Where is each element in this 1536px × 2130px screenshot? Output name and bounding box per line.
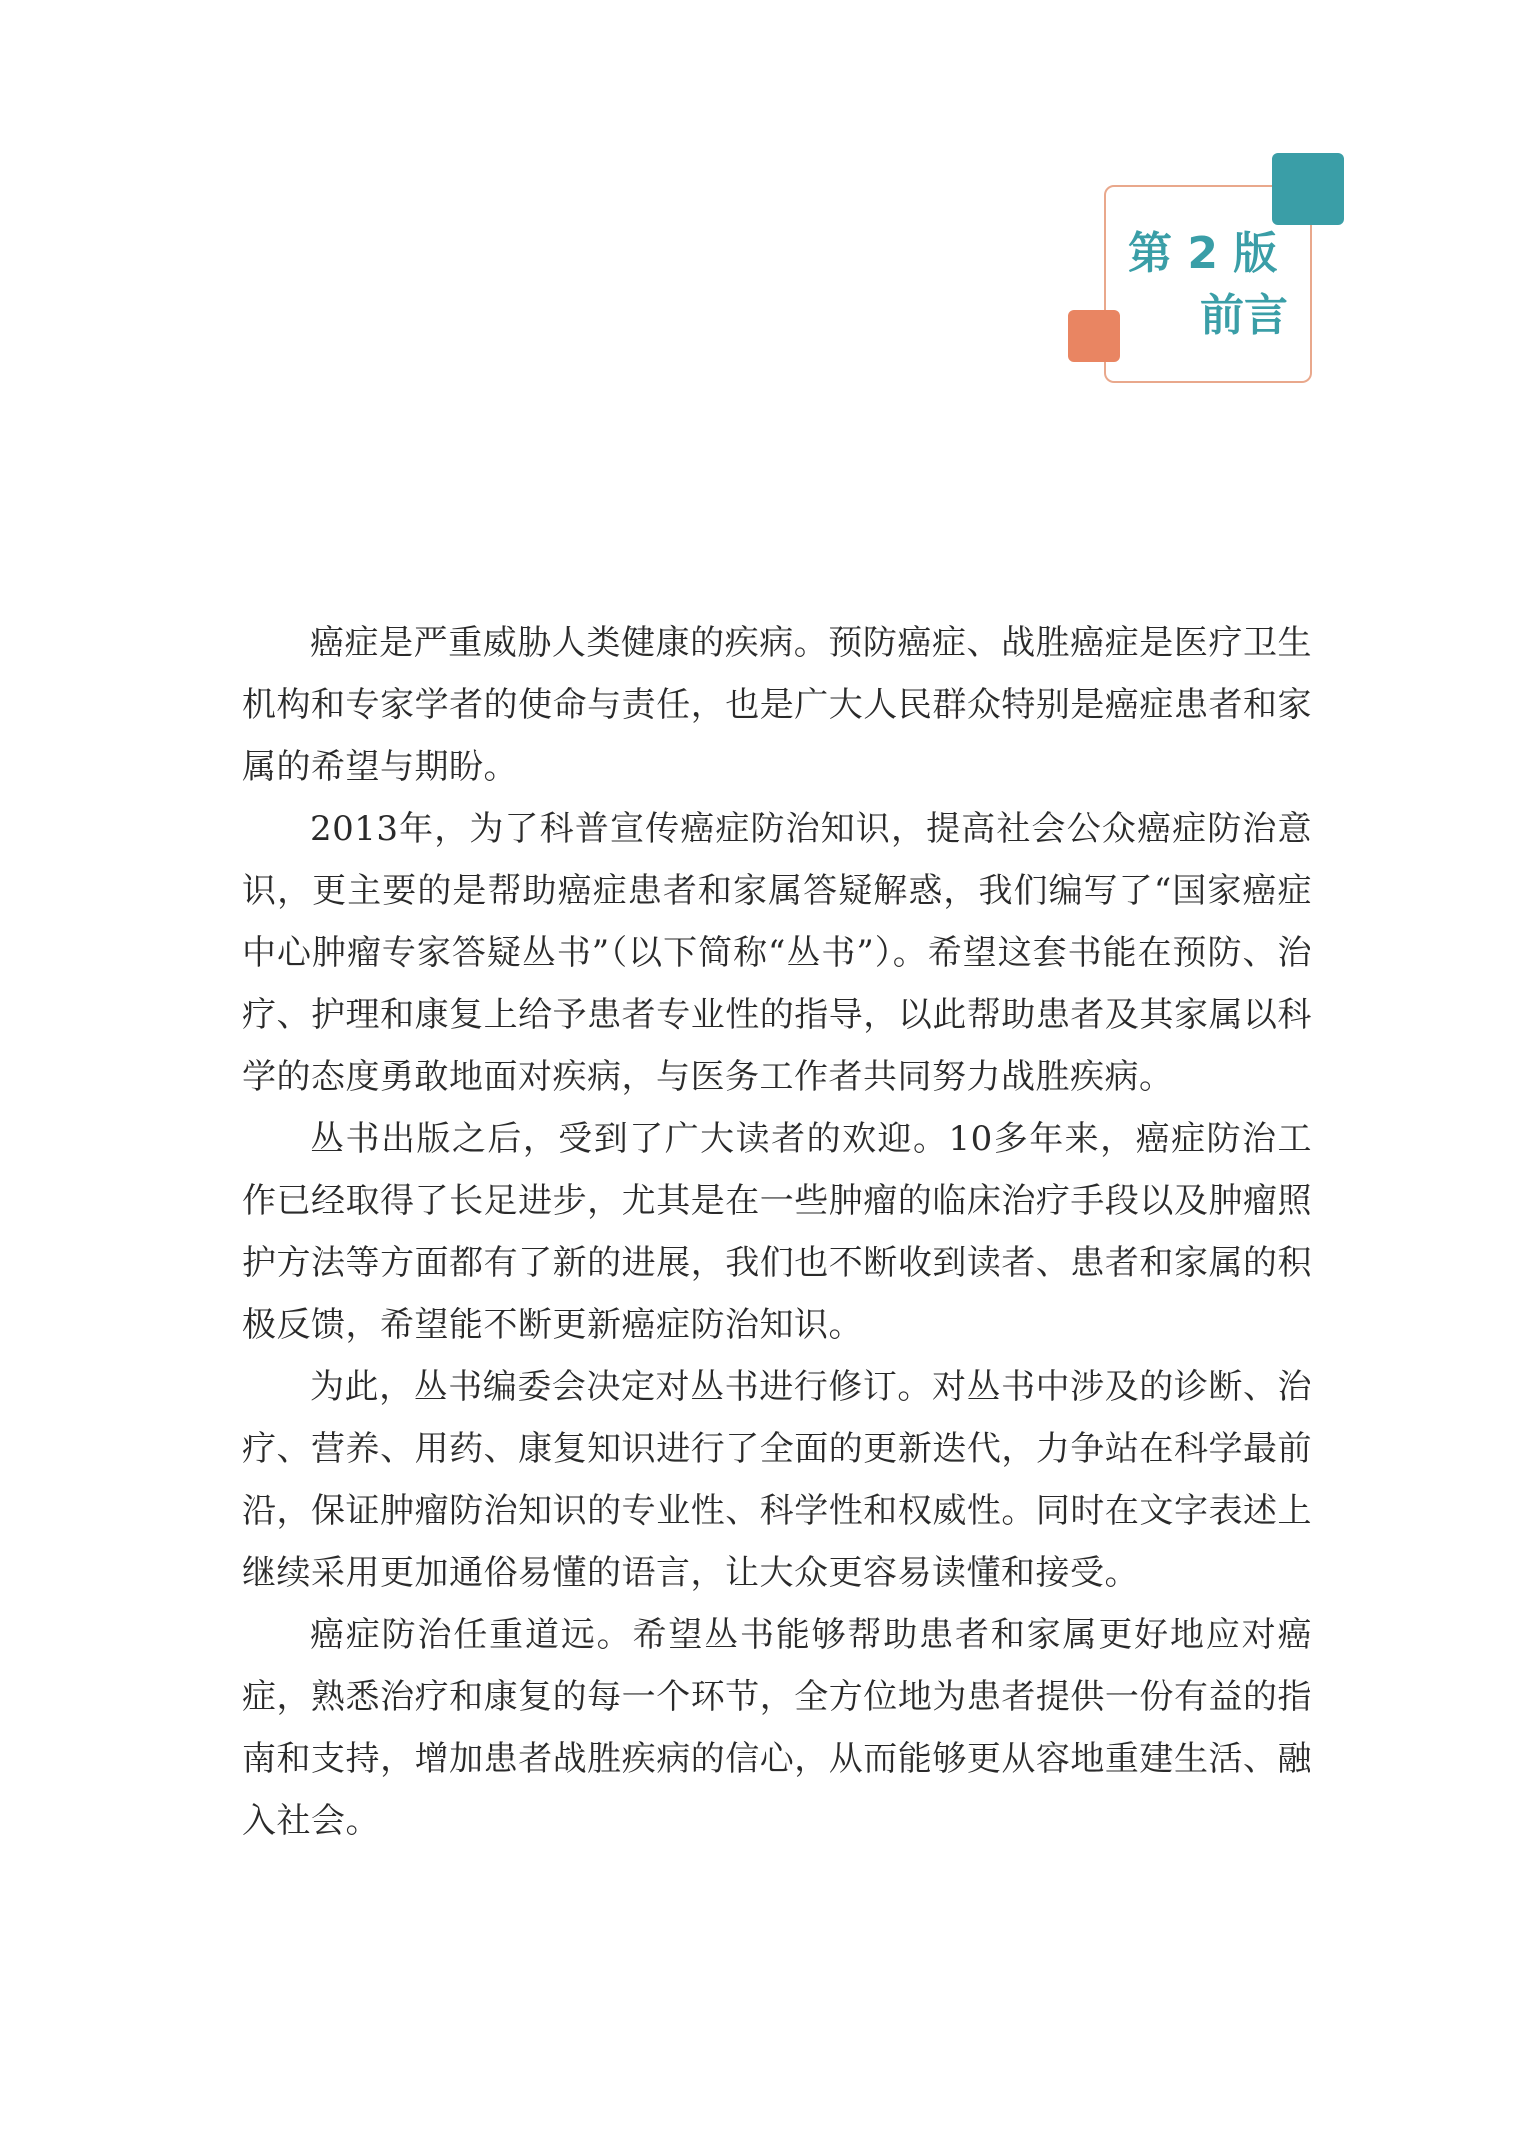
preface-title: 前言 — [1200, 290, 1288, 341]
paragraph-5: 癌症防治任重道远。希望丛书能够帮助患者和家属更好地应对癌症，熟悉治疗和康复的每一个环节，全方位地为患者提供一份有益的指南和支持，增加患者战胜疾病的信心，从而能够更从容地重建生活、融入社会。 — [242, 1615, 1312, 1841]
preface-body — [242, 612, 1312, 1852]
paragraph-1: 癌症是严重威胁人类健康的疾病。预防癌症、战胜癌症是医疗卫生机构和专家学者的使命与责任，也是广大人民群众特别是癌症患者和家属的希望与期盼。 — [242, 623, 1312, 787]
paragraph-3: 丛书出版之后，受到了广大读者的欢迎。10多年来，癌症防治工作已经取得了长足进步，尤其是在一些肿瘤的临床治疗手段以及肿瘤照护方法等方面都有了新的进展，我们也不断收到读者、患者和家属的积极反馈，希望能不断更新癌症防治知识。 — [242, 1119, 1312, 1345]
paragraph-2: 2013年，为了科普宣传癌症防治知识，提高社会公众癌症防治意识，更主要的是帮助癌症患者和家属答疑解惑，我们编写了“国家癌症中心肿瘤专家答疑丛书”（以下简称“丛书”）。希望这套书能在预防、治疗、护理和康复上给予患者专业性的指导，以此帮助患者及其家属以科学的态度勇敢地面对疾病，与医务工作者共同努力战胜疾病。 — [242, 809, 1312, 1097]
orange-square-decoration — [1068, 310, 1120, 362]
edition-title: 第 2 版 — [1128, 228, 1278, 279]
teal-square-decoration — [1272, 153, 1344, 225]
paragraph-4: 为此，丛书编委会决定对丛书进行修订。对丛书中涉及的诊断、治疗、营养、用药、康复知识进行了全面的更新迭代，力争站在科学最前沿，保证肿瘤防治知识的专业性、科学性和权威性。同时在文字表述上继续采用更加通俗易懂的语言，让大众更容易读懂和接受。 — [242, 1367, 1312, 1593]
